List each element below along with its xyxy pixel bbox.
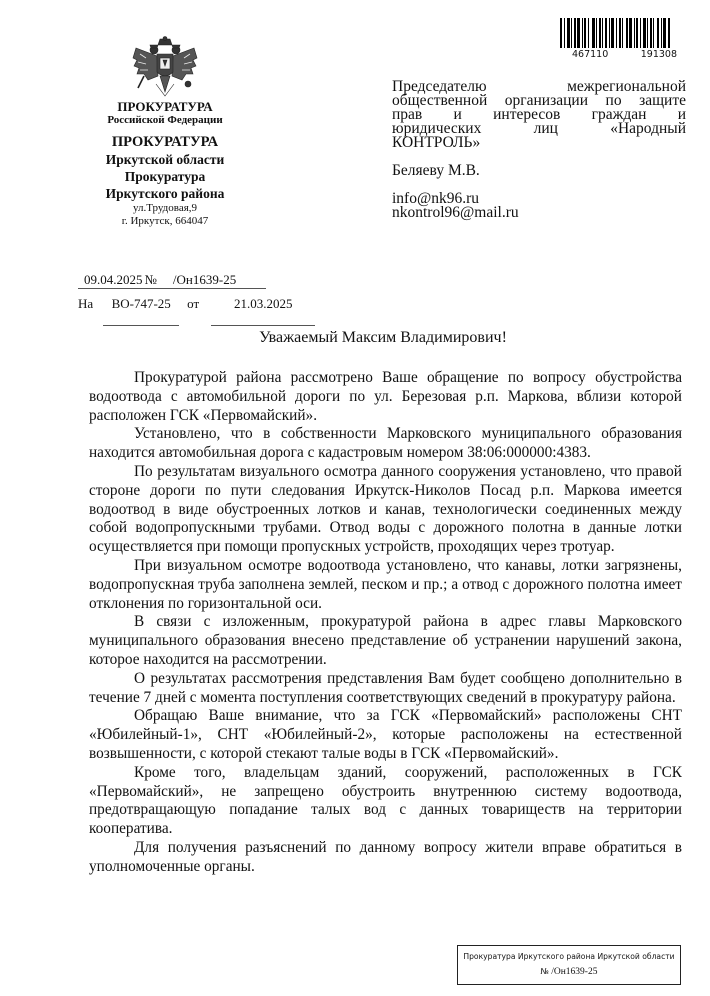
addressee-line: юридических лиц «Народный bbox=[392, 120, 686, 137]
incoming-ref-row bbox=[78, 292, 315, 312]
org-name-line: Иркутской области bbox=[105, 152, 225, 167]
addressee-line: общественной организации по защите bbox=[392, 92, 686, 109]
incoming-date: 21.03.2025 bbox=[211, 296, 315, 326]
body-paragraph: При визуальном осмотре водоотвода установлено, что канавы, лотки загрязнены, водопропускная труба заполнена землей, песком и пр.; а отвод с дорожного полотна имеет отклонения по горизонтальной оси. bbox=[89, 556, 682, 612]
incoming-number: ВО-747-25 bbox=[103, 296, 179, 326]
barcode-left-digits: 467110 bbox=[572, 49, 609, 60]
addressee-email[interactable]: nkontrol96@mail.ru bbox=[392, 204, 519, 221]
russian-coat-of-arms-icon bbox=[130, 36, 200, 98]
number-sign: № bbox=[144, 272, 157, 287]
body-paragraph: О результатах рассмотрения представления Вам будет сообщено дополнительно в течение 7 дней с момента поступления соответствующих сведений в прокуратуру района. bbox=[89, 669, 682, 706]
addressee-line: прав и интересов граждан и bbox=[392, 106, 686, 123]
addressee-name: Беляеву М.В. bbox=[392, 162, 480, 179]
salutation: Уважаемый Максим Владимирович! bbox=[259, 329, 507, 346]
registration-stamp bbox=[457, 945, 681, 985]
letter-body bbox=[89, 369, 682, 877]
barcode-digits bbox=[560, 49, 685, 60]
stamp-number-row bbox=[458, 967, 680, 977]
barcode-right-digits: 191308 bbox=[640, 49, 677, 60]
org-name-line: Российской Федерации bbox=[107, 114, 223, 126]
outgoing-date: 09.04.2025 bbox=[84, 272, 143, 287]
barcode bbox=[560, 18, 685, 60]
addressee-block bbox=[392, 80, 686, 220]
body-paragraph: В связи с изложенным, прокуратурой района в адрес главы Марковского муниципального образования внесено представление об устранении нарушений закона, которое находится на рассмотрении. bbox=[89, 613, 682, 668]
org-address-street: ул.Трудовая,9 bbox=[132, 202, 198, 214]
org-name-line: Прокуратура bbox=[124, 169, 206, 184]
addressee-line: Председателю межрегиональной bbox=[392, 78, 686, 95]
na-label: На bbox=[78, 296, 94, 311]
body-paragraph: Обращаю Ваше внимание, что за ГСК «Первомайский» расположены СНТ «Юбилейный-1», СНТ «Юбилейный-2», которые расположены на естественной возвышенности, с которой стекают талые воды в ГСК «Первомайский». bbox=[89, 707, 682, 762]
outgoing-number: /Он1639-25 bbox=[172, 272, 237, 287]
body-paragraph: Для получения разъяснений по данному вопросу жители вправе обратиться в уполномоченные органы. bbox=[89, 838, 682, 875]
body-paragraph: Кроме того, владельцам зданий, сооружений, расположенных в ГСК «Первомайский», не запрещено обустроить внутреннюю систему водоотвода, предотвращающую попадание талых вод с данных товариществ на территории кооператива. bbox=[89, 763, 682, 838]
outgoing-ref-row bbox=[78, 268, 266, 289]
org-name-line: ПРОКУРАТУРА bbox=[117, 99, 213, 114]
body-paragraph: По результатам визуального осмотра данного сооружения установлено, что правой стороне дороги по пути следования Иркутск-Николов Посад р.п. Маркова имеется водоотвод в виде обустроенных лотков и канав, технологически соединенных между собой водопропускными трубами. Отвод воды с дорожного полотна в данные лотки осуществляется при помощи пропускных устройств, проходящих через тротуар. bbox=[89, 462, 682, 556]
body-paragraph: Прокуратурой района рассмотрено Ваше обращение по вопросу обустройства водоотвода с автомобильной дороги по ул. Березовая р.п. Маркова, вблизи которой расположен ГСК «Первомайский». bbox=[89, 369, 682, 424]
stamp-number: /Он1639-25 bbox=[551, 967, 598, 977]
org-name-line: Иркутского района bbox=[105, 186, 225, 201]
ot-label: от bbox=[187, 296, 200, 311]
stamp-org-name: Прокуратура Иркутского района Иркутской области bbox=[463, 952, 675, 961]
addressee-line: КОНТРОЛЬ» bbox=[392, 134, 481, 151]
barcode-bars bbox=[560, 18, 685, 48]
sender-header bbox=[70, 30, 260, 228]
addressee-email[interactable]: info@nk96.ru bbox=[392, 190, 480, 207]
body-paragraph: Установлено, что в собственности Марковского муниципального образования находится автомобильная дорога с кадастровым номером 38:06:000000:4383. bbox=[89, 425, 682, 462]
org-name-line: ПРОКУРАТУРА bbox=[111, 134, 219, 150]
document-refs bbox=[78, 268, 315, 312]
stamp-number-sign: № bbox=[540, 967, 549, 976]
org-address-city: г. Иркутск, 664047 bbox=[121, 215, 209, 227]
